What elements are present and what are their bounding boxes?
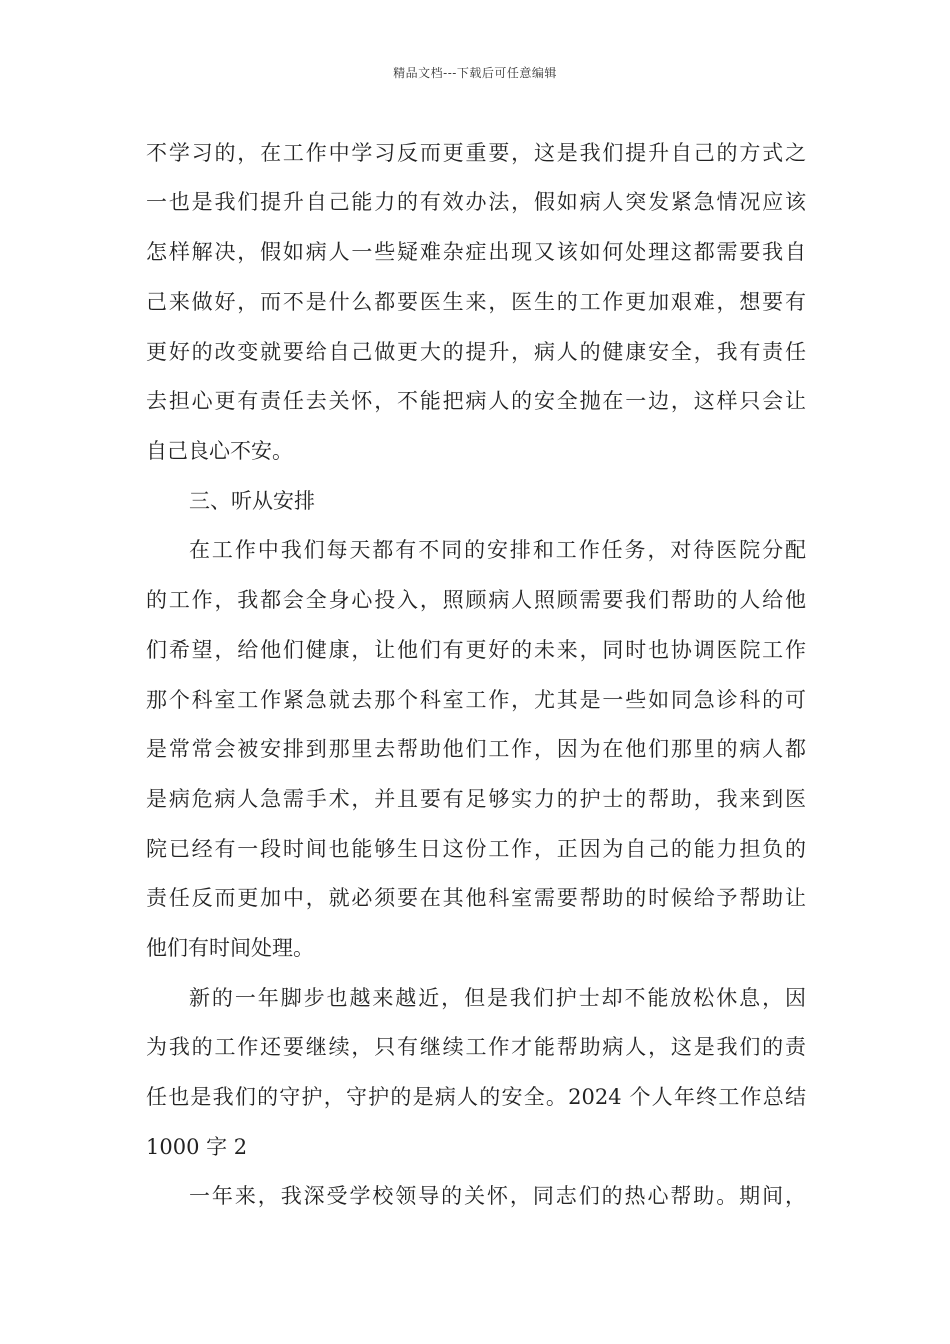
body-line-16: 责任反而更加中，就必须要在其他科室需要帮助的时候给予帮助让 xyxy=(146,886,806,910)
body-line-18: 新的一年脚步也越来越近，但是我们护士却不能放松休息，因 xyxy=(189,986,806,1010)
body-line-17: 他们有时间处理。 xyxy=(146,936,314,960)
body-line-21: 1000 字 2 xyxy=(146,1135,248,1159)
body-line-20: 任也是我们的守护，守护的是病人的安全。2024 个人年终工作总结 xyxy=(146,1085,806,1109)
body-line-9: 在工作中我们每天都有不同的安排和工作任务，对待医院分配 xyxy=(189,538,806,562)
body-line-15: 院已经有一段时间也能够生日这份工作，正因为自己的能力担负的 xyxy=(146,837,806,861)
body-line-11: 们希望，给他们健康，让他们有更好的未来，同时也协调医院工作 xyxy=(146,638,806,662)
body-line-4: 己来做好，而不是什么都要医生来，医生的工作更加艰难，想要有 xyxy=(146,290,806,314)
body-line-13: 是常常会被安排到那里去帮助他们工作，因为在他们那里的病人都 xyxy=(146,737,806,761)
body-line-7: 自己良心不安。 xyxy=(146,439,293,463)
body-line-12: 那个科室工作紧急就去那个科室工作，尤其是一些如同急诊科的可 xyxy=(146,688,806,712)
body-line-1: 不学习的，在工作中学习反而更重要，这是我们提升自己的方式之 xyxy=(146,141,806,165)
section-heading: 三、听从安排 xyxy=(189,489,315,513)
body-line-6: 去担心更有责任去关怀，不能把病人的安全抛在一边，这样只会让 xyxy=(146,389,806,413)
body-line-19: 为我的工作还要继续，只有继续工作才能帮助病人，这是我们的责 xyxy=(146,1035,806,1059)
body-line-22: 一年来，我深受学校领导的关怀，同志们的热心帮助。期间， xyxy=(189,1184,806,1208)
body-line-10: 的工作，我都会全身心投入，照顾病人照顾需要我们帮助的人给他 xyxy=(146,588,806,612)
body-line-2: 一也是我们提升自己能力的有效办法，假如病人突发紧急情况应该 xyxy=(146,190,806,214)
body-line-14: 是病危病人急需手术，并且要有足够实力的护士的帮助，我来到医 xyxy=(146,787,806,811)
body-line-3: 怎样解决，假如病人一些疑难杂症出现又该如何处理这都需要我自 xyxy=(146,240,806,264)
body-line-5: 更好的改变就要给自己做更大的提升，病人的健康安全，我有责任 xyxy=(146,340,806,364)
page-header: 精品文档---下载后可任意编辑 xyxy=(393,66,557,80)
